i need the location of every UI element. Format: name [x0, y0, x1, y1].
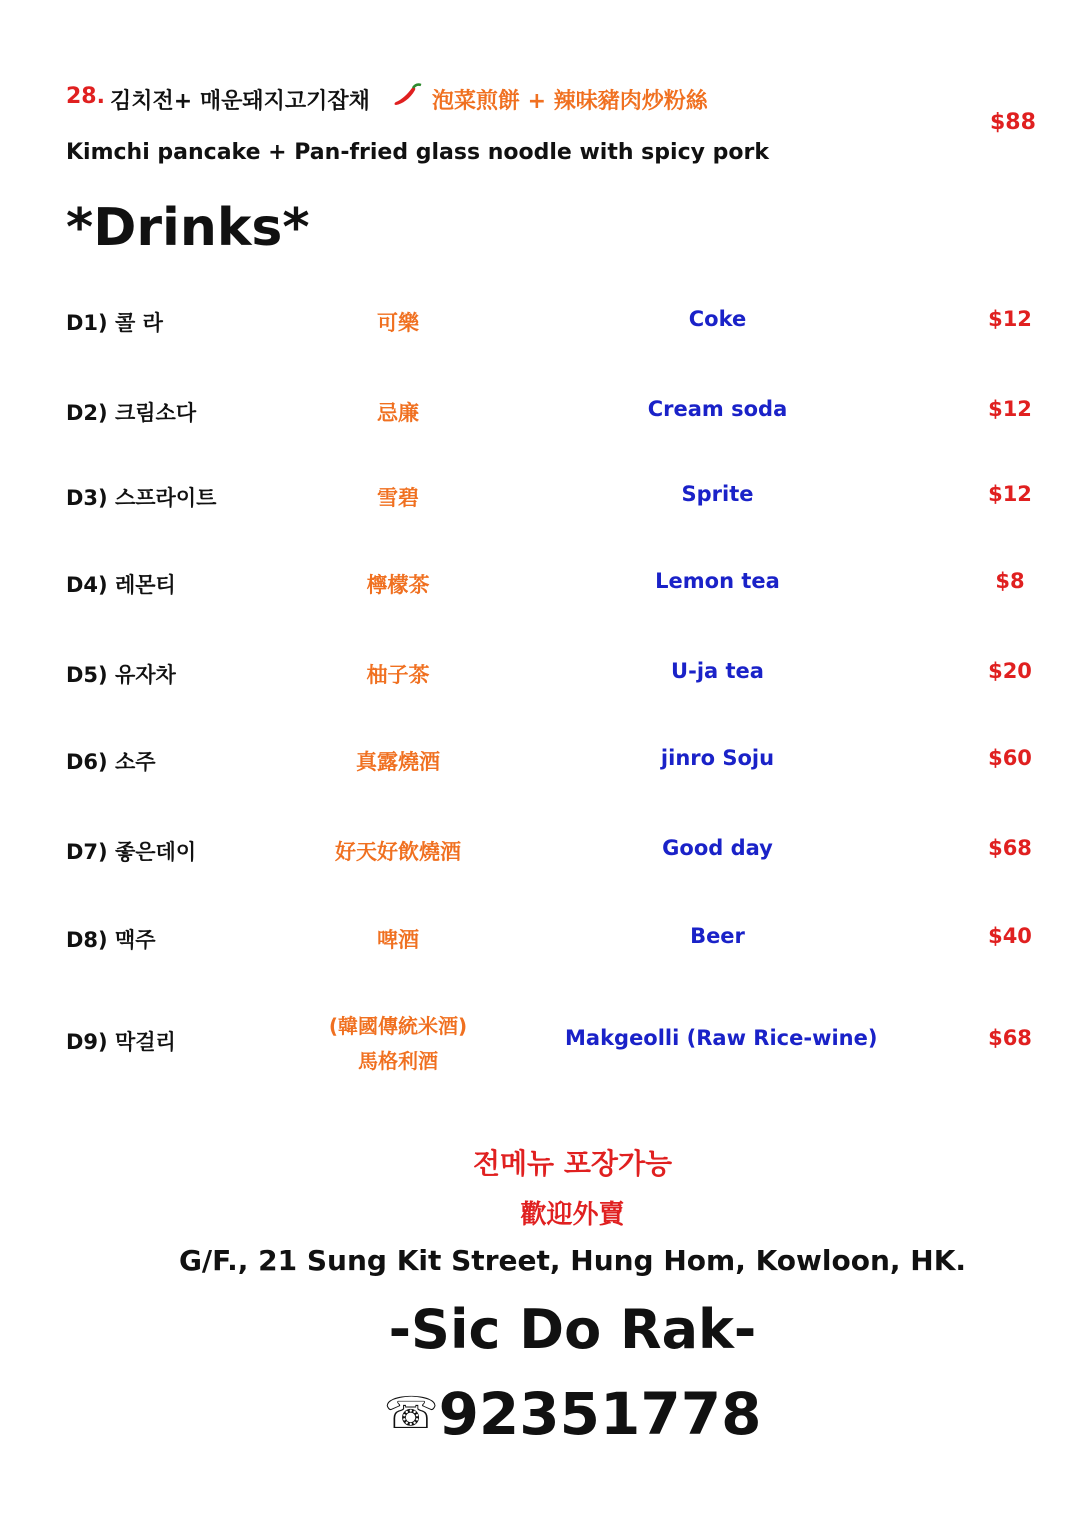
list-item	[0, 1014, 1080, 1073]
drink-id-korean: D1) 콜 라	[66, 311, 163, 335]
drink-price: $8	[995, 569, 1025, 593]
drink-chinese-name: 可樂	[377, 311, 419, 335]
phone-number: 92351778	[438, 1380, 762, 1448]
list-item	[0, 397, 1080, 437]
drink-english-name: Cream soda	[647, 397, 788, 421]
drink-id-korean: D8) 맥주	[66, 928, 156, 952]
drink-english-name: Lemon tea	[655, 569, 780, 593]
drink-id-korean: D4) 레몬티	[66, 573, 176, 597]
drink-price: $20	[988, 659, 1032, 683]
list-item	[0, 836, 1080, 876]
drink-chinese-name: 啤酒	[377, 928, 419, 952]
drink-english-name: Coke	[688, 307, 747, 331]
drink-id-korean: D6) 소주	[66, 750, 156, 774]
drink-price: $12	[988, 307, 1032, 331]
drink-price: $68	[988, 836, 1032, 860]
item-28-english-name: Kimchi pancake + Pan-fried glass noodle with spicy pork	[66, 140, 769, 165]
drink-chinese-name: 好天好飲燒酒	[335, 840, 461, 864]
shop-address: G/F., 21 Sung Kit Street, Hung Hom, Kowloon, HK.	[178, 1244, 967, 1277]
item-28-korean-name: 김치전+ 매운돼지고기잡채	[110, 89, 370, 114]
list-item	[0, 569, 1080, 609]
drink-english-name: Makgeolli (Raw Rice-wine)	[565, 1026, 878, 1050]
drink-price: $68	[988, 1026, 1032, 1050]
list-item	[0, 924, 1080, 964]
drink-price: $12	[988, 482, 1032, 506]
drink-id-korean: D3) 스프라이트	[66, 486, 217, 510]
drink-chinese-name-line1: (韓國傳統米酒)	[328, 1014, 468, 1038]
list-item	[0, 746, 1080, 786]
drinks-section-title: *Drinks*	[66, 198, 310, 258]
list-item	[0, 482, 1080, 522]
drink-english-name: U-ja tea	[671, 659, 764, 683]
drink-english-name: Sprite	[681, 482, 754, 506]
list-item	[0, 307, 1080, 347]
shop-name: -Sic Do Rak-	[388, 1298, 757, 1361]
takeaway-notice-chinese: 歡迎外賣	[520, 1200, 625, 1230]
drink-id-korean: D2) 크림소다	[66, 401, 197, 425]
drink-id-korean: D7) 좋은데이	[66, 840, 197, 864]
drink-price: $40	[988, 924, 1032, 948]
item-28-price: $88	[990, 110, 1036, 135]
drink-chinese-name-line2: 馬格利酒	[358, 1049, 438, 1073]
list-item	[0, 659, 1080, 699]
drink-english-name: jinro Soju	[660, 746, 775, 770]
takeaway-notice-korean: 전메뉴 포장가능	[472, 1147, 673, 1180]
drink-id-korean: D9) 막걸리	[66, 1030, 176, 1054]
drink-id-korean: D5) 유자차	[66, 663, 176, 687]
drink-price: $60	[988, 746, 1032, 770]
item-28-number: 28.	[66, 84, 105, 109]
drink-chinese-name: 忌廉	[377, 401, 419, 425]
drink-chinese-name: 雪碧	[377, 486, 419, 510]
drink-chinese-name: 柚子茶	[366, 663, 430, 687]
telephone-icon: ☏	[383, 1388, 439, 1439]
drink-chinese-name: 真露燒酒	[356, 750, 440, 774]
drink-english-name: Beer	[690, 924, 745, 948]
drink-chinese-name: 檸檬茶	[366, 573, 430, 597]
item-28-chinese-name: 泡菜煎餅 + 辣味豬肉炒粉絲	[432, 89, 708, 114]
phone-number-line	[0, 1380, 1080, 1448]
drink-price: $12	[988, 397, 1032, 421]
drink-english-name: Good day	[662, 836, 773, 860]
